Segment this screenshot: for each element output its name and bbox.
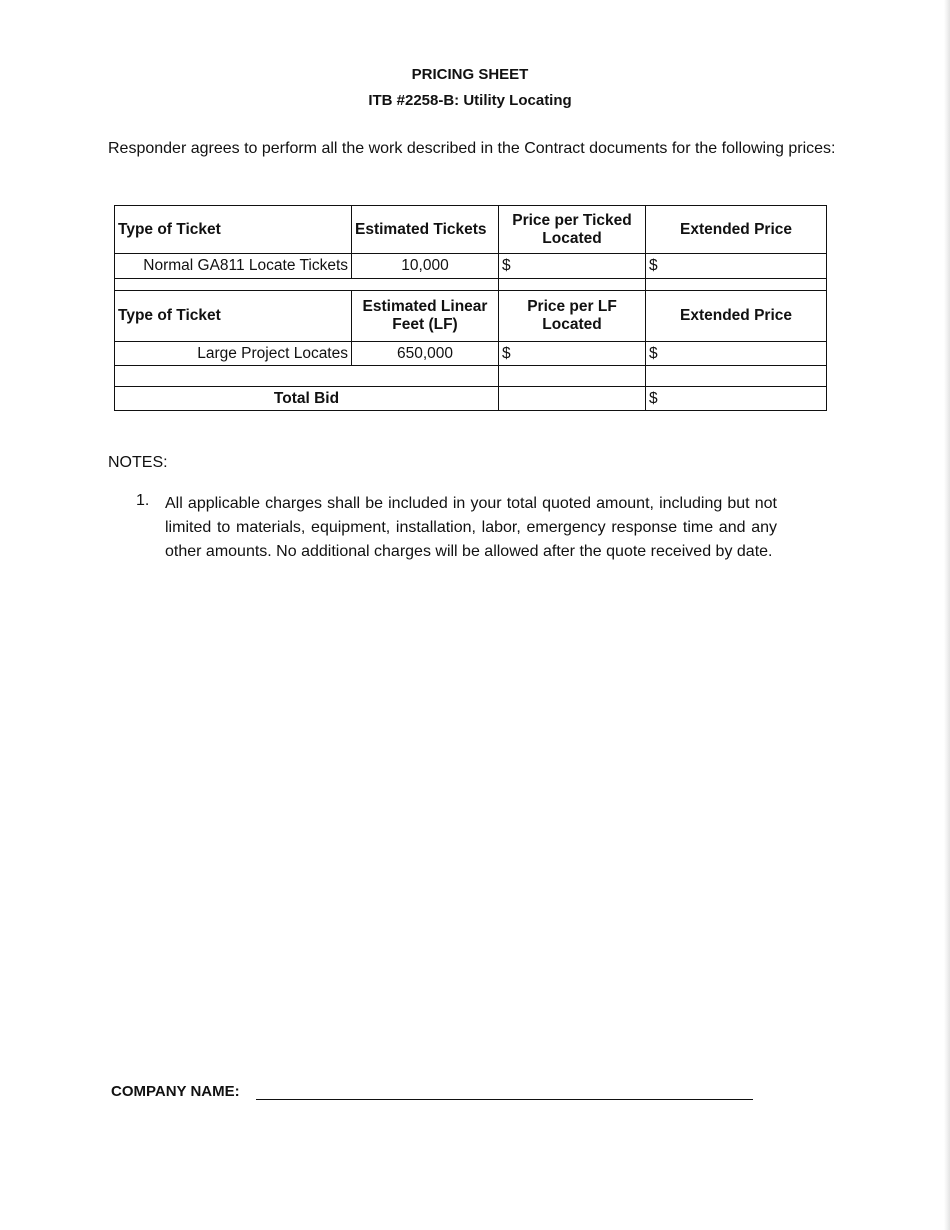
total-row: [115, 387, 827, 411]
estimated-qty-cell: 10,000: [352, 254, 499, 279]
note-text: All applicable charges shall be included in your total quoted amount, including but not limited to materials, equipment, installation, labor, emergency response time and any other amounts. No additional charges will be allowed after the quote received by date.: [165, 495, 777, 560]
page-subtitle: ITB #2258-B: Utility Locating: [368, 92, 572, 109]
notes-heading: NOTES:: [108, 454, 168, 471]
header-price-per-ticket: Price per Ticked Located: [499, 206, 646, 254]
total-bid-label: Total Bid: [115, 387, 499, 411]
table-row: [115, 254, 827, 279]
spacer-row: [115, 279, 827, 291]
header-price-per-lf: Price per LF Located: [499, 291, 646, 342]
company-name-label: COMPANY NAME:: [111, 1083, 240, 1100]
header-estimated-linear-feet: Estimated Linear Feet (LF): [352, 291, 499, 342]
note-number: 1.: [136, 492, 150, 509]
total-bid-field[interactable]: $: [646, 387, 827, 411]
ticket-type-cell: Normal GA811 Locate Tickets: [115, 254, 352, 279]
unit-price-field[interactable]: $: [499, 254, 646, 279]
estimated-qty-cell: 650,000: [352, 342, 499, 366]
header-type-of-ticket: Type of Ticket: [115, 291, 352, 342]
table-header-row: [115, 206, 827, 254]
extended-price-field[interactable]: $: [646, 342, 827, 366]
intro-paragraph: Responder agrees to perform all the work described in the Contract documents for the following prices:: [108, 140, 836, 157]
header-extended-price: Extended Price: [646, 291, 827, 342]
spacer-row: [115, 366, 827, 387]
pricing-table: [114, 205, 827, 411]
page-title: PRICING SHEET: [411, 66, 529, 83]
unit-price-field[interactable]: $: [499, 342, 646, 366]
header-extended-price: Extended Price: [646, 206, 827, 254]
company-name-field[interactable]: [256, 1099, 753, 1100]
ticket-type-cell: Large Project Locates: [115, 342, 352, 366]
table-header-row: [115, 291, 827, 342]
header-type-of-ticket: Type of Ticket: [115, 206, 352, 254]
table-row: [115, 342, 827, 366]
header-estimated-tickets: Estimated Tickets: [352, 206, 499, 254]
page-edge: [944, 0, 950, 1230]
extended-price-field[interactable]: $: [646, 254, 827, 279]
